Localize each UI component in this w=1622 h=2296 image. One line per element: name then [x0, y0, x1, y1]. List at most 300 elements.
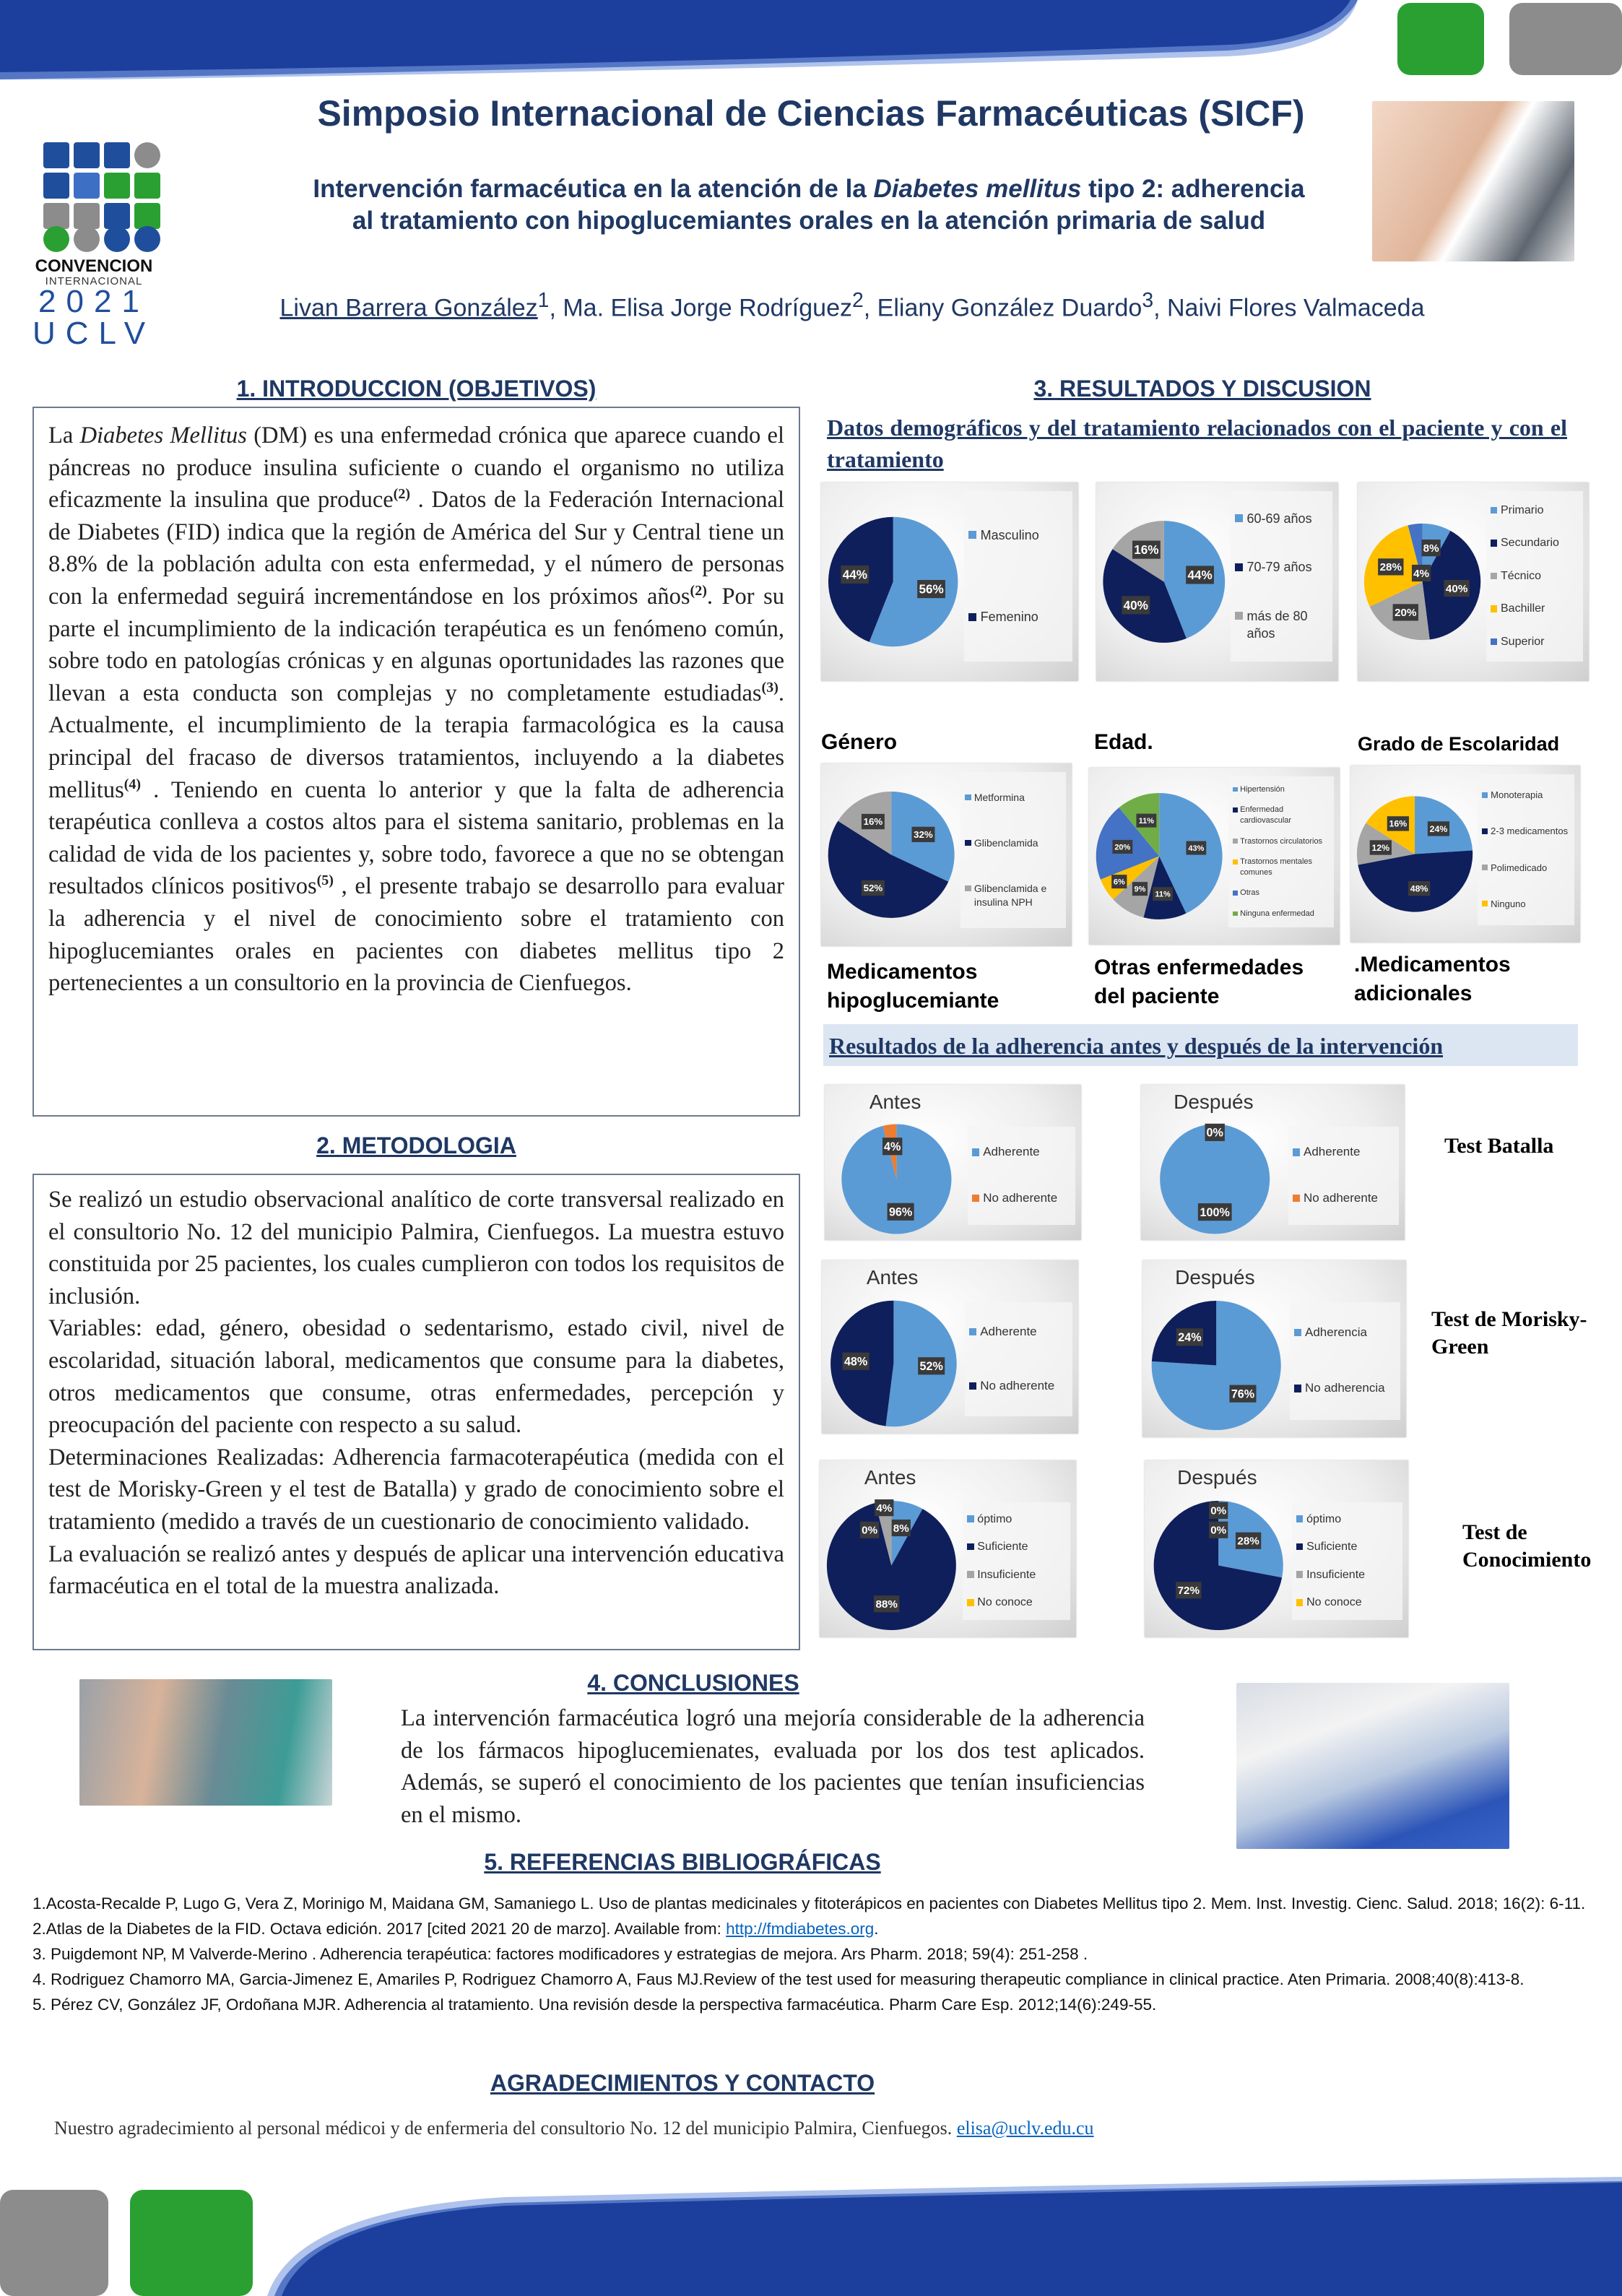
svg-text:48%: 48%	[1410, 883, 1428, 894]
data-label	[860, 1522, 879, 1538]
pie-chart	[825, 1118, 968, 1240]
citation: (2)	[393, 486, 410, 503]
author-name: Livan Barrera González	[279, 294, 538, 322]
data-label	[1122, 596, 1150, 614]
legend-swatch	[1233, 807, 1238, 813]
svg-text:52%: 52%	[863, 883, 883, 894]
knowledge-before-chart	[820, 1460, 1076, 1637]
svg-text:0%: 0%	[1206, 1126, 1223, 1140]
subtitle-line2: al tratamiento con hipoglucemiantes orales en la atención primaria de salud	[352, 207, 1266, 235]
legend-label: Monoterapia	[1491, 789, 1543, 801]
pie-chart	[1096, 482, 1232, 681]
legend-swatch	[1296, 1543, 1304, 1551]
intro-text: . Por su parte el incumplimiento de la indicación terapéutica es un fenómeno común, sobre todo en patologías crónicas y en algunas oportunidades las razones que llevan a esta conducta son complejas y no completamente estudiadas	[48, 583, 784, 706]
svg-text:44%: 44%	[842, 568, 867, 582]
logo-text: INTERNACIONAL	[45, 275, 143, 287]
intro-text: Diabetes Mellitus	[79, 423, 247, 449]
legend-item	[1233, 888, 1330, 898]
caption-gender: Género	[821, 730, 898, 754]
pie-chart	[821, 482, 965, 681]
data-label	[1112, 840, 1132, 854]
legend-swatch	[1491, 507, 1498, 514]
legend-item	[1491, 535, 1579, 551]
reference-item: 5. Pérez CV, González JF, Ordoñana MJR. Adherencia al tratamiento. Una revisión desde la perspectiva farmacéutica. Pharm Care Esp. 2012;14(6):249-55.	[32, 1996, 1157, 2014]
legend-swatch	[1233, 787, 1238, 792]
test-knowledge-label: Test de Conocimiento	[1462, 1520, 1592, 1572]
legend-item	[1482, 862, 1570, 875]
reference-link[interactable]: http://fmdiabetes.org	[726, 1920, 875, 1938]
legend-item	[967, 1567, 1066, 1583]
legend-item	[1296, 1567, 1398, 1583]
conclusions-text: La intervención farmacéutica logró una mejoría considerable de la adherencia de los fármacos hipoglucemienates, evaluada por los dos test aplicados. Además, se superó el conocimiento de los pacientes que tenían insuficiencias en el mismo.	[401, 1705, 1145, 1828]
caption-other: Otras enfermedades del paciente	[1094, 956, 1304, 1008]
bottom-banner	[0, 2174, 1622, 2296]
pie-chart	[1141, 1118, 1288, 1240]
svg-text:0%: 0%	[1210, 1504, 1227, 1517]
gender-chart	[821, 482, 1078, 681]
legend-swatch	[1296, 1515, 1304, 1522]
contact-email-link[interactable]: elisa@uclv.edu.cu	[956, 2118, 1094, 2139]
legend-item	[968, 608, 1068, 625]
legend-swatch	[1482, 865, 1488, 870]
adherence-heading: Resultados de la adherencia antes y después de la intervención	[823, 1024, 1578, 1066]
poster-title: Simposio Internacional de Ciencias Farmacéuticas (SICF)	[317, 93, 1305, 134]
legend-swatch	[1482, 901, 1488, 906]
top-banner	[0, 0, 1622, 79]
chart-legend	[960, 772, 1066, 928]
legend-item	[967, 1512, 1066, 1528]
legend-swatch	[1491, 638, 1498, 646]
legend-label: Femenino	[980, 610, 1038, 625]
chart-legend	[1290, 1302, 1400, 1420]
legend-item	[1233, 805, 1330, 826]
caption-schooling: Grado de Escolaridad	[1358, 733, 1560, 755]
chart-legend	[965, 1302, 1072, 1416]
pie-chart	[1358, 482, 1487, 681]
legend-item	[1233, 857, 1330, 878]
legend-swatch	[1233, 859, 1238, 865]
legend-item	[1491, 503, 1579, 519]
data-label	[1186, 566, 1214, 584]
data-label	[841, 566, 869, 584]
data-label	[1176, 1328, 1203, 1346]
logo-uclv: UCLV	[32, 316, 156, 351]
legend-item	[1296, 1512, 1398, 1528]
chart-legend	[1486, 491, 1583, 662]
data-label	[1387, 816, 1409, 831]
legend-swatch	[1294, 1329, 1301, 1336]
legend-item	[1294, 1380, 1396, 1397]
legend-swatch	[1491, 573, 1498, 580]
subtitle-text: tipo 2: adherencia	[1081, 175, 1305, 203]
legend-item	[1491, 601, 1579, 617]
legend-label: Primario	[1501, 503, 1544, 516]
legend-label: Trastornos mentales comunes	[1240, 857, 1313, 877]
method-text: La evaluación se realizó antes y después de aplicar una intervención educativa farmacéutica en el total de la muestra analizada.	[48, 1541, 784, 1600]
data-label	[918, 1357, 945, 1374]
svg-text:4%: 4%	[1413, 567, 1430, 580]
svg-text:20%: 20%	[1395, 607, 1417, 620]
data-label	[862, 814, 885, 829]
author-affiliation: 1	[537, 289, 550, 312]
svg-text:11%: 11%	[1155, 890, 1171, 899]
chart-title: Antes	[869, 1091, 921, 1113]
svg-text:24%: 24%	[1178, 1330, 1202, 1344]
author-name: Ma. Elisa Jorge Rodríguez	[563, 294, 852, 322]
reference-item	[32, 1916, 1610, 1941]
citation: (5)	[316, 872, 334, 889]
data-label	[1370, 840, 1392, 854]
legend-label: No adherencia	[1304, 1381, 1385, 1395]
citation: (2)	[690, 583, 707, 599]
author-affiliation: 2	[851, 289, 864, 312]
legend-label: Otras	[1240, 888, 1260, 898]
svg-text:16%: 16%	[1389, 818, 1408, 829]
chart-title: Después	[1177, 1466, 1257, 1489]
legend-item	[967, 1595, 1066, 1611]
legend-swatch	[965, 840, 971, 846]
legend-label: 70-79 años	[1246, 560, 1312, 575]
data-label	[1205, 1124, 1225, 1141]
data-label	[1209, 1502, 1228, 1519]
legend-label: Adherente	[983, 1145, 1040, 1159]
chart-legend	[1231, 491, 1332, 662]
legend-item	[1296, 1539, 1398, 1555]
references-heading: 5. REFERENCIAS BIBLIOGRÁFICAS	[484, 1849, 881, 1875]
legend-label: óptimo	[1306, 1512, 1342, 1525]
chart-legend	[963, 1502, 1070, 1620]
legend-label: No adherente	[980, 1379, 1055, 1393]
results-heading: 3. RESULTADOS Y DISCUSION	[1033, 376, 1371, 402]
legend-swatch	[1235, 514, 1243, 522]
svg-text:56%: 56%	[919, 582, 944, 597]
data-label	[1176, 1582, 1201, 1598]
svg-text:4%: 4%	[884, 1140, 901, 1153]
svg-text:72%: 72%	[1177, 1585, 1200, 1598]
test-batalla-label: Test Batalla	[1444, 1134, 1554, 1158]
patient-photo	[79, 1679, 332, 1806]
data-label	[1393, 604, 1418, 620]
method-text: Determinaciones Realizadas: Adherencia farmacoterapéutica (medida con el test de Morisky-Green y el test de Batalla) y grado de conocimiento sobre el tratamiento (medido a través de un cuestionario de conocimiento validado.	[48, 1444, 784, 1535]
legend-label: Trastornos circulatorios	[1240, 836, 1323, 846]
chart-legend	[968, 1127, 1075, 1225]
pie-chart	[1350, 766, 1479, 943]
legend-label: óptimo	[977, 1512, 1012, 1525]
reference-text: 2.Atlas de la Diabetes de la FID. Octava edición. 2017 [cited 2021 20 de marzo]. Available from:	[32, 1920, 727, 1938]
data-label	[1229, 1385, 1256, 1403]
legend-swatch	[1296, 1599, 1304, 1606]
intro-text: . Actualmente, el incumplimiento de la terapia farmacológica es la causa principal del fracaso de diversos tratamientos, incluyendo a la diabetes mellitus	[48, 680, 784, 803]
reference-item: 1.Acosta-Recalde P, Lugo G, Vera Z, Morinigo M, Maidana GM, Samaniego L. Uso de plantas medicinales y fitoterápicos en pacientes con Diabetes Mellitus tipo 2. Mem. Inst. Investig. Cienc. Salud. 2018; 16(2): 6-11.	[32, 1894, 1586, 1912]
chart-legend	[1292, 1502, 1402, 1620]
legend-item	[1235, 607, 1328, 643]
conclusions-heading: 4. CONCLUSIONES	[587, 1670, 799, 1696]
data-label	[874, 1595, 899, 1612]
legend-label: Técnico	[1501, 569, 1542, 582]
method-heading: 2. METODOLOGIA	[316, 1132, 516, 1158]
legend-swatch	[965, 885, 971, 891]
legend-swatch	[1233, 891, 1238, 896]
legend-swatch	[1293, 1195, 1300, 1202]
data-label	[1132, 882, 1148, 896]
morisky-after-chart	[1142, 1260, 1406, 1437]
legend-label: más de 80 años	[1246, 609, 1308, 641]
logo-text: CONVENCION	[35, 256, 153, 276]
test-morisky-label: Test de Morisky-Green	[1431, 1307, 1587, 1359]
legend-swatch	[968, 613, 976, 621]
data-label	[911, 827, 934, 842]
svg-text:0%: 0%	[862, 1524, 878, 1537]
method-box	[32, 1174, 800, 1650]
intro-text: La	[48, 423, 80, 449]
poster-subtitle	[202, 173, 1415, 237]
legend-item	[1293, 1190, 1395, 1207]
legend-label: Suficiente	[977, 1541, 1028, 1554]
svg-text:0%: 0%	[1210, 1524, 1227, 1537]
chart-legend	[964, 491, 1072, 662]
chart-title: Después	[1174, 1091, 1254, 1113]
authors: Livan Barrera González$^1$, Ma. Elisa Jorge Rodríguez$^2$, Eliany González Duardo$^3$, Naivi Flores Valmaceda	[279, 289, 1425, 322]
svg-text:6%: 6%	[1113, 878, 1125, 887]
legend-label: Polimedicado	[1491, 862, 1548, 873]
legend-item	[1491, 568, 1579, 584]
svg-text:8%: 8%	[1423, 542, 1439, 555]
svg-text:32%: 32%	[914, 829, 933, 841]
legend-swatch	[967, 1571, 974, 1578]
legend-item	[968, 527, 1068, 544]
author-affiliation: 3	[1142, 289, 1154, 312]
svg-text:52%: 52%	[919, 1359, 943, 1373]
legend-item	[1294, 1325, 1396, 1341]
legend-label: Glibenclamida	[973, 836, 1038, 849]
legend-item	[1482, 898, 1570, 911]
legend-swatch	[967, 1543, 974, 1551]
legend-item	[1233, 836, 1330, 847]
legend-swatch	[1235, 563, 1243, 571]
svg-text:24%: 24%	[1429, 823, 1448, 834]
legend-swatch	[1233, 911, 1238, 917]
chart-legend	[1478, 774, 1574, 925]
legend-item	[969, 1324, 1068, 1340]
svg-text:76%: 76%	[1231, 1387, 1255, 1401]
svg-text:44%: 44%	[1187, 568, 1213, 582]
data-label	[882, 1138, 902, 1155]
legend-label: Masculino	[980, 527, 1039, 542]
legend-label: No conoce	[977, 1596, 1033, 1609]
intro-text: . Teniendo en cuenta lo anterior y que la falta de adherencia terapéutica conlleva a costos altos para el sistema sanitario, problemas en la calidad de vida de los pacientes y, sobre todo, favorece a que no se obtengan resultados clínicos positivos	[48, 776, 784, 900]
pie-chart	[1145, 1494, 1292, 1637]
legend-swatch	[1482, 792, 1488, 798]
legend-item	[1233, 909, 1330, 919]
schooling-chart	[1358, 482, 1589, 681]
legend-label: Adherente	[980, 1325, 1037, 1339]
svg-text:100%: 100%	[1200, 1205, 1230, 1219]
legend-swatch	[1235, 612, 1243, 620]
legend-item	[1235, 510, 1328, 527]
intro-text: (DM) es una enfermedad crónica que aparece cuando el páncreas no produce insulina suficiente o cuando el organismo no utiliza eficazmente la insulina que produce	[48, 423, 784, 514]
legend-label: Adherente	[1303, 1145, 1361, 1159]
svg-text:20%: 20%	[1114, 843, 1131, 852]
legend-item	[1482, 825, 1570, 838]
chart-legend	[1288, 1127, 1399, 1225]
legend-label: No adherente	[983, 1191, 1058, 1205]
data-label	[1198, 1203, 1232, 1221]
data-label	[1422, 540, 1441, 556]
legend-label: Ninguna enfermedad	[1240, 909, 1314, 918]
data-label	[1186, 841, 1206, 855]
legend-swatch	[969, 1382, 976, 1390]
legend-item	[1491, 634, 1579, 650]
intro-box	[32, 407, 800, 1117]
svg-text:88%: 88%	[875, 1598, 898, 1611]
legend-swatch	[969, 1328, 976, 1335]
data-label	[875, 1499, 893, 1516]
legend-label: 2-3 medicamentos	[1491, 826, 1569, 837]
legend-item	[965, 882, 1062, 909]
caption-meds: Medicamentos hipoglucemiante	[827, 960, 999, 1013]
batalla-after-chart	[1141, 1085, 1405, 1240]
legend-swatch	[972, 1148, 979, 1156]
legend-label: 60-69 años	[1246, 511, 1312, 526]
intro-text: . Datos de la Federación Internacional de Diabetes (FID) indica que la región de América del Sur y Central tiene un 8.8% de la población adulta con esta enfermedad, y el número de personas con la enfermedad seguirá incrementándose en los próximos años	[48, 487, 784, 610]
legend-label: Glibenclamida e insulina NPH	[973, 882, 1047, 908]
svg-text:4%: 4%	[876, 1502, 893, 1515]
data-label	[888, 1203, 914, 1221]
legend-label: Hipertensión	[1240, 784, 1285, 794]
legend-item	[1482, 789, 1570, 802]
legend-label: Superior	[1501, 635, 1545, 648]
legend-item	[972, 1144, 1071, 1161]
legend-item	[972, 1190, 1071, 1207]
svg-text:28%: 28%	[1379, 561, 1402, 574]
reference-item: 4. Rodriguez Chamorro MA, Garcia-Jimenez E, Amariles P, Rodriguez Chamorro A, Faus MJ.Review of the test used for measuring therapeutic compliance in clinical practice. Aten Primaria. 2008;40(8):413-8.	[32, 1970, 1525, 1988]
legend-swatch	[972, 1195, 979, 1202]
author-name: Eliany González Duardo	[877, 294, 1142, 322]
age-chart	[1096, 482, 1338, 681]
thanks-text	[54, 2118, 1094, 2139]
references-list	[32, 1891, 1610, 2017]
data-label	[843, 1353, 869, 1370]
data-label	[1428, 821, 1449, 836]
pie-chart	[820, 1494, 963, 1637]
svg-text:12%: 12%	[1371, 842, 1390, 853]
logo-year: 2021	[38, 284, 149, 319]
legend-swatch	[967, 1515, 974, 1522]
intro-text: , el presente trabajo se desarrollo para evaluar la adherencia y el nivel de conocimiento sobre el tratamiento con hipoglucemiantes orales en pacientes con diabetes mellitus tipo 2 pertenecientes a un consultorio en la provincia de Cienfuegos.	[48, 873, 784, 997]
batalla-before-chart	[825, 1085, 1081, 1240]
legend-item	[969, 1378, 1068, 1395]
chart-title: Antes	[866, 1266, 919, 1288]
chart-legend	[1228, 776, 1334, 927]
data-label	[1209, 1522, 1228, 1538]
data-label	[1153, 887, 1173, 901]
svg-text:28%: 28%	[1237, 1535, 1259, 1548]
data-label	[1136, 814, 1156, 828]
morisky-before-chart	[822, 1260, 1078, 1434]
data-label	[1111, 875, 1127, 888]
legend-swatch	[1482, 828, 1488, 834]
legend-label: Ninguno	[1491, 898, 1526, 909]
legend-swatch	[1491, 605, 1498, 612]
other-diseases-chart	[1089, 768, 1340, 945]
subtitle-em: Diabetes mellitus	[873, 175, 1082, 203]
svg-text:16%: 16%	[1134, 543, 1159, 558]
reference-text: .	[874, 1920, 879, 1938]
legend-item	[1235, 558, 1328, 576]
knowledge-after-chart	[1145, 1460, 1408, 1637]
legend-label: Insuficiente	[977, 1568, 1036, 1581]
legend-label: Metformina	[973, 792, 1025, 804]
svg-text:43%: 43%	[1188, 844, 1205, 853]
svg-text:16%: 16%	[863, 816, 883, 828]
legend-item	[967, 1539, 1066, 1555]
intro-heading: 1. INTRODUCCION (OBJETIVOS)	[236, 376, 597, 402]
pie-chart	[822, 1294, 966, 1434]
data-label	[862, 880, 885, 896]
legend-item	[965, 836, 1062, 850]
caption-extra: .Medicamentos adicionales	[1354, 953, 1511, 1005]
results-subheading: Datos demográficos y del tratamiento relacionados con el paciente y con el tratamiento	[827, 415, 1567, 472]
legend-swatch	[1296, 1571, 1304, 1578]
method-text: Variables: edad, género, obesidad o sedentarismo, estado civil, nivel de escolaridad, situación laboral, medicamentos que consume para la diabetes, otros medicamentos que consume, otras enfermedades, percepción y preocupación del paciente con respecto a su salud.	[48, 1315, 784, 1439]
pie-chart	[1142, 1294, 1290, 1437]
chart-title: Antes	[864, 1466, 916, 1489]
legend-swatch	[1293, 1148, 1300, 1156]
data-label	[1132, 541, 1161, 559]
extra-meds-chart	[1350, 766, 1580, 943]
data-label	[1412, 565, 1431, 581]
data-label	[1236, 1533, 1261, 1549]
chart-title: Después	[1175, 1266, 1255, 1288]
thanks-body: Nuestro agradecimiento al personal médicoi y de enfermeria del consultorio No. 12 del municipio Palmira, Cienfuegos.	[54, 2118, 957, 2139]
legend-swatch	[1491, 540, 1498, 547]
legend-label: Enfermedad cardiovascular	[1240, 805, 1292, 826]
data-label	[1378, 558, 1403, 575]
legend-label: Bachiller	[1501, 602, 1545, 615]
data-label	[1444, 580, 1469, 597]
data-label	[1408, 881, 1430, 896]
glucometer-photo	[1372, 101, 1574, 261]
svg-text:40%: 40%	[1445, 582, 1468, 595]
legend-label: No conoce	[1306, 1596, 1362, 1609]
legend-swatch	[1233, 839, 1238, 844]
legend-label: No adherente	[1303, 1191, 1379, 1205]
citation: (3)	[761, 679, 779, 696]
pharmacy-photo	[1236, 1683, 1509, 1849]
citation: (4)	[123, 776, 142, 792]
data-label	[892, 1520, 911, 1536]
reference-item: 3. Puigdemont NP, M Valverde-Merino . Adherencia terapéutica: factores modificadores y estrategias de mejora. Ars Pharm. 2018; 59(4): 251-258 .	[32, 1945, 1088, 1963]
svg-text:9%: 9%	[1134, 885, 1146, 894]
author-name: Naivi Flores Valmaceda	[1166, 294, 1425, 322]
legend-swatch	[968, 531, 976, 539]
legend-label: Adherencia	[1304, 1325, 1367, 1340]
svg-text:8%: 8%	[893, 1522, 909, 1535]
legend-swatch	[965, 794, 971, 800]
svg-text:48%: 48%	[843, 1355, 868, 1369]
convention-logo	[29, 141, 159, 350]
data-label	[917, 580, 945, 598]
legend-label: Insuficiente	[1306, 1568, 1366, 1581]
legend-item	[965, 791, 1062, 805]
legend-item	[1233, 784, 1330, 795]
svg-text:11%: 11%	[1138, 816, 1155, 826]
svg-text:40%: 40%	[1123, 598, 1148, 612]
legend-label: Secundario	[1501, 537, 1559, 550]
method-text: Se realizó un estudio observacional analítico de corte transversal realizado en el consultorio No. 12 del municipio Palmira, Cienfuegos. La muestra estuvo constituida por 25 pacientes, los cuales cumplieron con todos los requisitos de inclusión.	[48, 1187, 784, 1309]
pie-chart	[821, 763, 961, 946]
legend-swatch	[1294, 1385, 1301, 1392]
